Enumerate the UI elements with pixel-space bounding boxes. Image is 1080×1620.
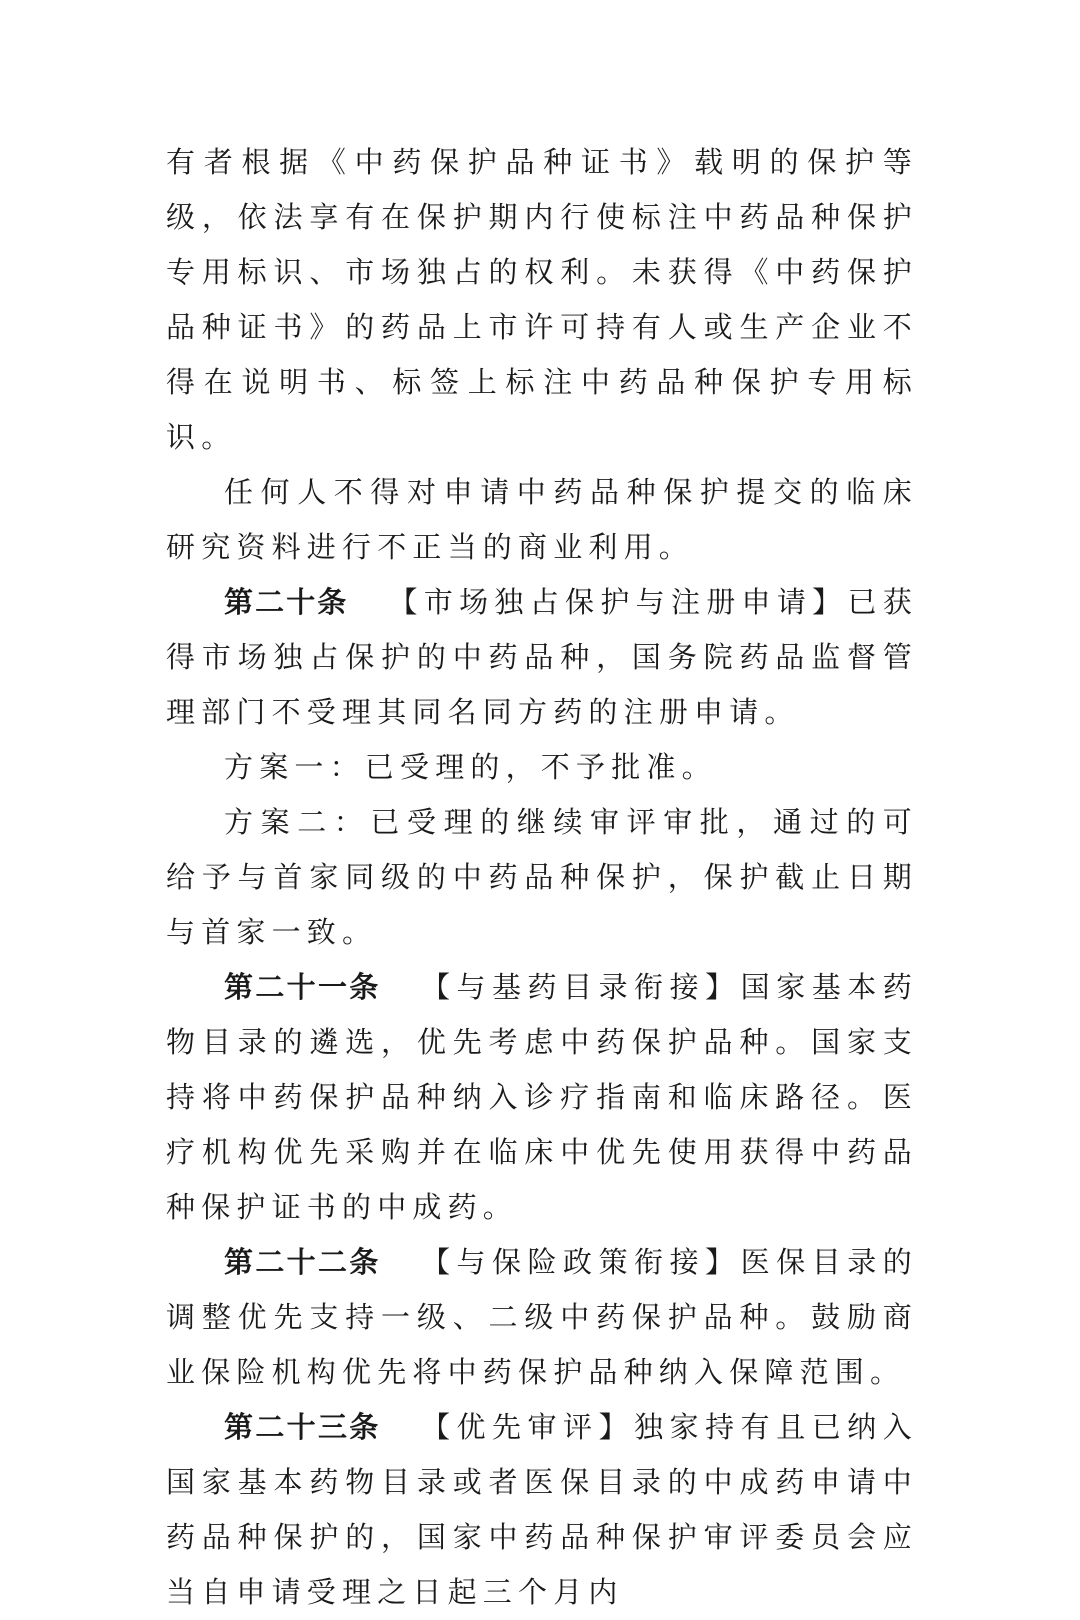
article-number: 第二十三条 [224,1410,381,1444]
article-text: 国家基本药物目录的遴选，优先考虑中药保护品种。国家支持将中药保护品种纳入诊疗指南和临床路径。医疗机构优先采购并在临床中优先使用获得中药品种保护证书的中成药。 [166,970,918,1224]
article-22 [166,1235,918,1400]
article-title: 【与保险政策衔接】 [420,1245,741,1279]
article-23 [166,1400,918,1620]
article-number: 第二十二条 [224,1245,381,1279]
scheme-one: 方案一：已受理的，不予批准。 [224,750,717,784]
article-text: 独家持有且已纳入国家基本药物目录或者医保目录的中成药申请中药品种保护的，国家中药品种保护审评委员会应当自申请受理之日起三个月内 [166,1410,918,1609]
paragraph-continuation: 有者根据《中药保护品种证书》载明的保护等级，依法享有在保护期内行使标注中药品种保护专用标识、市场独占的权利。未获得《中药保护品种证书》的药品上市许可持有人或生产企业不得在说明书、标签上标注中药品种保护专用标识。 [166,145,918,454]
article-title: 【市场独占保护与注册申请】 [388,585,848,619]
article-number: 第二十条 [224,585,349,619]
scheme-two: 方案二：已受理的继续审评审批，通过的可给予与首家同级的中药品种保护，保护截止日期与首家一致。 [166,805,918,949]
article-text: 医保目录的调整优先支持一级、二级中药保护品种。鼓励商业保险机构优先将中药保护品种纳入保障范围。 [166,1245,918,1389]
article-title: 【与基药目录衔接】 [420,970,741,1004]
article-text: 已获得市场独占保护的中药品种，国务院药品监督管理部门不受理其同名同方药的注册申请。 [166,585,918,729]
article-20 [166,575,918,740]
article-21 [166,960,918,1235]
article-number: 第二十一条 [224,970,381,1004]
article-title: 【优先审评】 [420,1410,635,1444]
paragraph-commercial-use: 任何人不得对申请中药品种保护提交的临床研究资料进行不正当的商业利用。 [166,475,918,564]
document-page [166,135,918,1620]
